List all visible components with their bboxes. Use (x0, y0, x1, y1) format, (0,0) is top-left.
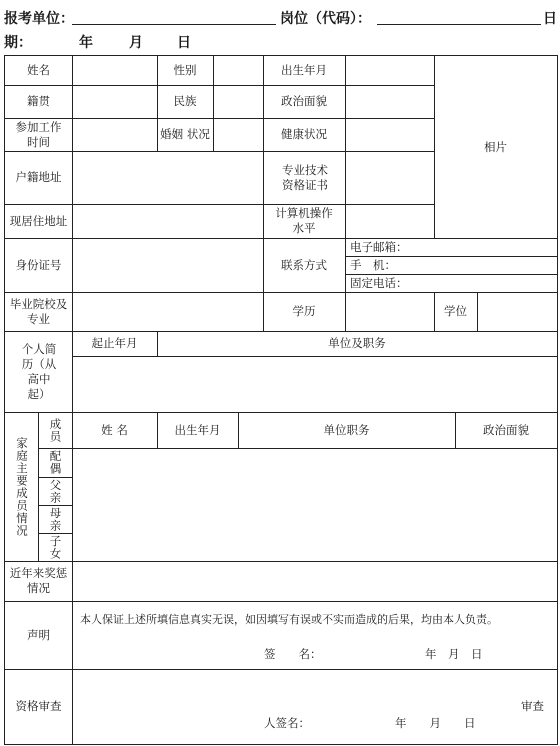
work-start-label: 参加工作时间 (15, 119, 62, 149)
resume-field[interactable] (73, 357, 557, 412)
marital-field[interactable] (214, 118, 263, 151)
native-place-label: 籍贯 (27, 94, 50, 108)
date-label-end: 日 (543, 11, 557, 27)
degree-label: 学位 (444, 304, 467, 318)
child-label: 子女 (48, 534, 63, 560)
degree-field[interactable] (478, 292, 557, 331)
name-label: 姓名 (27, 63, 50, 77)
computer-label: 计算机操作水平 (275, 206, 333, 235)
member-label: 成员 (48, 417, 63, 443)
computer-field[interactable] (346, 204, 434, 238)
landline-label: 固定电话： (350, 276, 408, 290)
awards-label: 近年来奖惩情况 (9, 566, 68, 595)
email-label: 电子邮箱： (350, 240, 408, 254)
unit-label: 报考单位： (4, 11, 74, 27)
school-label: 毕业院校及专业 (9, 296, 68, 326)
ethnicity-field[interactable] (214, 85, 263, 118)
father-label: 父亲 (48, 478, 63, 504)
residence-label: 现居住地址 (9, 213, 68, 228)
reviewer-sign-label: 人签名： (264, 716, 310, 730)
cert-field[interactable] (346, 151, 434, 204)
photo-box[interactable]: 相片 (484, 139, 507, 154)
marital-label: 婚姻 状况 (160, 127, 210, 141)
school-field[interactable] (73, 292, 263, 331)
review-label: 资格审查 (15, 699, 62, 713)
gender-field[interactable] (214, 56, 263, 85)
day-label: 日 (177, 35, 191, 51)
education-label: 学历 (292, 304, 316, 318)
review-date: 年 月 日 (395, 716, 476, 730)
health-label: 健康状况 (281, 127, 327, 141)
ethnicity-label: 民族 (173, 94, 197, 108)
native-place-field[interactable] (73, 85, 157, 118)
household-field[interactable] (73, 151, 263, 204)
education-field[interactable] (346, 292, 434, 331)
unit-position-header: 单位及职务 (328, 336, 386, 350)
resume-label: 个人简历（从高中起） (21, 341, 57, 401)
unit-input-line[interactable] (72, 24, 276, 25)
political-label: 政治面貌 (281, 94, 327, 108)
period-header: 起止年月 (91, 336, 138, 350)
birth-field[interactable] (346, 56, 434, 85)
registration-form (4, 55, 558, 745)
awards-field[interactable] (73, 561, 557, 601)
declaration-date: 年 月 日 (425, 647, 483, 661)
birth-label: 出生年月 (281, 63, 327, 77)
gender-label: 性别 (173, 63, 197, 77)
name-field[interactable] (73, 56, 157, 85)
position-input-line[interactable] (377, 24, 541, 25)
family-name-header: 姓 名 (101, 422, 128, 437)
family-unit-header: 单位职务 (323, 422, 370, 437)
family-political-header: 政治面貌 (483, 422, 529, 437)
position-label: 岗位（代码）： (280, 11, 371, 27)
id-label: 身份证号 (15, 257, 62, 272)
family-field[interactable] (73, 449, 557, 561)
reviewer-label: 审查 (521, 699, 544, 713)
cert-label: 专业技术资格证书 (282, 162, 328, 192)
mother-label: 母亲 (48, 506, 63, 532)
political-field[interactable] (346, 85, 434, 118)
work-start-field[interactable] (73, 118, 157, 151)
mobile-label: 手 机： (350, 258, 396, 272)
health-field[interactable] (346, 118, 434, 151)
year-label: 年 (79, 35, 93, 51)
declaration-text: 本人保证上述所填信息真实无误，如因填写有误或不实而造成的后果，均由本人负责。 (80, 613, 498, 626)
id-field[interactable] (73, 238, 263, 292)
residence-field[interactable] (73, 204, 263, 238)
spouse-label: 配偶 (48, 450, 63, 475)
household-label: 户籍地址 (15, 170, 62, 184)
date-label-start: 期： (4, 35, 32, 51)
family-label: 家庭主要成员情况 (15, 436, 29, 537)
declaration-label: 声明 (27, 627, 50, 642)
family-birth-header: 出生年月 (174, 422, 221, 437)
month-label: 月 (129, 35, 143, 51)
declaration-sign-label: 签 名： (264, 647, 322, 661)
contact-label: 联系方式 (281, 257, 327, 272)
